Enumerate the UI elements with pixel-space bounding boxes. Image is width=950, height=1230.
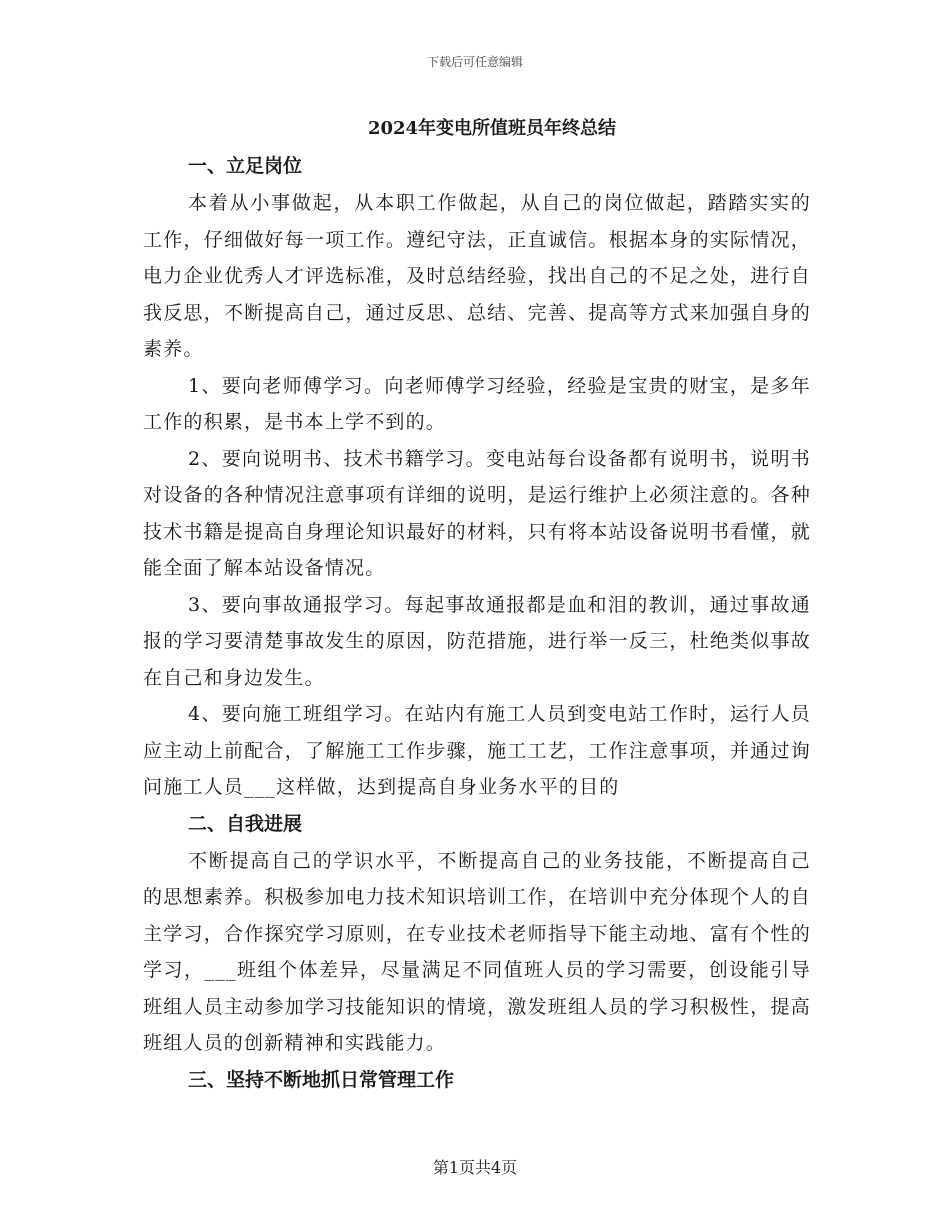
document-title: 2024年变电所值班员年终总结	[367, 118, 617, 139]
paragraph: 1、要向老师傅学习。向老师傅学习经验，经验是宝贵的财宝，是多年工作的积累，是书本上学不到的。	[143, 374, 811, 433]
section-2	[143, 806, 811, 1062]
section-heading: 一、立足岗位	[188, 155, 303, 177]
paragraph: 本着从小事做起，从本职工作做起，从自己的岗位做起，踏踏实实的工作，仔细做好每一项工作。遵纪守法，正直诚信。根据本身的实际情况，电力企业优秀人才评选标准，及时总结经验，找出自己的不足之处，进行自我反思，不断提高自己，通过反思、总结、完善、提高等方式来加强自身的素养。	[143, 192, 811, 360]
document-body	[143, 110, 811, 1099]
paragraph: 3、要向事故通报学习。每起事故通报都是血和泪的教训，通过事故通报的学习要清楚事故发生的原因，防范措施，进行举一反三，杜绝类似事故在自己和身边发生。	[143, 593, 811, 689]
section-heading: 二、自我进展	[188, 812, 303, 835]
header-note: 下载后可任意编辑	[426, 55, 523, 69]
paragraph: 不断提高自己的学识水平，不断提高自己的业务技能，不断提高自己的思想素养。积极参加电力技术知识培训工作，在培训中充分体现个人的自主学习，合作探究学习原则，在专业技术老师指导下能主动地、富有个性的学习，___班组个体差异，尽量满足不同值班人员的学习需要，创设能引导班组人员主动参加学习技能知识的情境，激发班组人员的学习积极性，提高班组人员的创新精神和实践能力。	[143, 849, 811, 1054]
section-1	[143, 148, 811, 806]
paragraph: 4、要向施工班组学习。在站内有施工人员到变电站工作时，运行人员应主动上前配合，了解施工工作步骤，施工工艺，工作注意事项，并通过询问施工人员___这样做，达到提高自身业务水平的目的	[143, 703, 811, 798]
section-heading: 三、坚持不断地抓日常管理工作	[188, 1068, 455, 1091]
page-footer: 第1页共4页	[432, 1158, 518, 1177]
paragraph: 2、要向说明书、技术书籍学习。变电站每台设备都有说明书，说明书对设备的各种情况注意事项有详细的说明，是运行维护上必须注意的。各种技术书籍是提高自身理论知识最好的材料，只有将本站设备说明书看懂，就能全面了解本站设备情况。	[143, 447, 811, 579]
section-3	[143, 1062, 811, 1099]
